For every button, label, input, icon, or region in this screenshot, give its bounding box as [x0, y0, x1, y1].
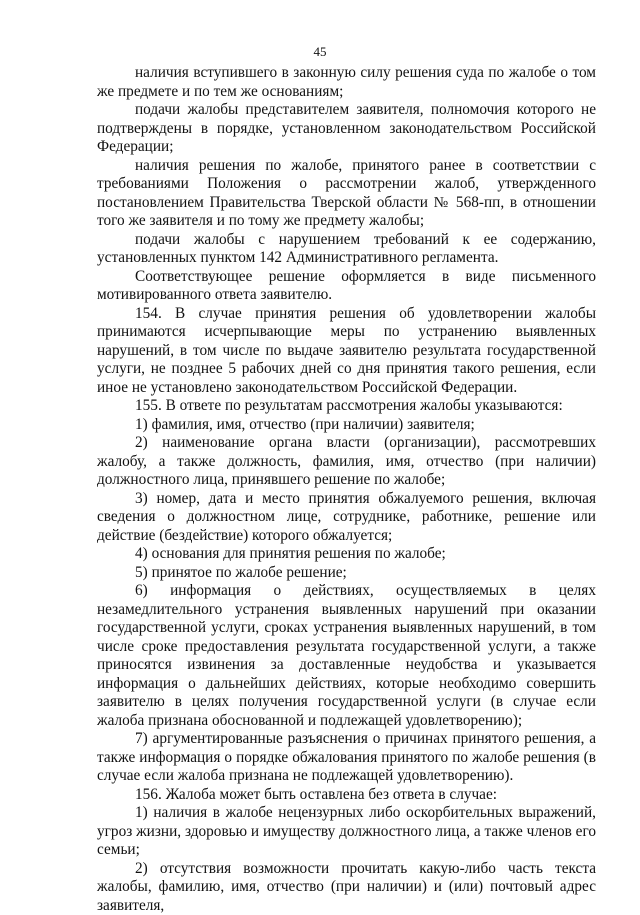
paragraph-court-decision: наличия вступившего в законную силу решения суда по жалобе о том же предмете и по тем же основаниям; — [97, 64, 596, 101]
paragraph-representative-authority: подачи жалобы представителем заявителя, полномочия которого не подтверждены в порядке, установленном законодательством Российской Федерации; — [97, 101, 596, 157]
paragraph-item-155: 155. В ответе по результатам рассмотрения жалобы указываются: — [97, 397, 596, 416]
paragraph-item-156: 156. Жалоба может быть оставлена без ответа в случае: — [97, 786, 596, 805]
list-item-155-5: 5) принятое по жалобе решение; — [97, 564, 596, 583]
list-item-155-4: 4) основания для принятия решения по жалобе; — [97, 545, 596, 564]
page-number: 45 — [0, 44, 640, 60]
paragraph-written-response: Соответствующее решение оформляется в виде письменного мотивированного ответа заявителю. — [97, 268, 596, 305]
list-item-155-3: 3) номер, дата и место принятия обжалуемого решения, включая сведения о должностном лице, сотруднике, работнике, решение или действие (бездействие) которого обжалуется; — [97, 490, 596, 546]
list-item-155-2: 2) наименование органа власти (организации), рассмотревших жалобу, а также должность, фамилия, имя, отчество (при наличии) должностного лица, принявшего решение по жалобе; — [97, 434, 596, 490]
paragraph-prior-decision: наличия решения по жалобе, принятого ранее в соответствии с требованиями Положения о рассмотрении жалоб, утвержденного постановлением Правительства Тверской области № 568-пп, в отношении того же заявителя и по тому же предмету жалобы; — [97, 157, 596, 231]
paragraph-content-requirements: подачи жалобы с нарушением требований к ее содержанию, установленных пунктом 142 Административного регламента. — [97, 231, 596, 268]
document-body — [97, 64, 596, 915]
list-item-156-2: 2) отсутствия возможности прочитать какую-либо часть текста жалобы, фамилию, имя, отчество (при наличии) и (или) почтовый адрес заявителя, — [97, 860, 596, 915]
paragraph-item-154: 154. В случае принятия решения об удовлетворении жалобы принимаются исчерпывающие меры по устранению выявленных нарушений, в том числе по выдаче заявителю результата государственной услуги, не позднее 5 рабочих дней со дня принятия такого решения, если иное не установлено законодательством Российской Федерации. — [97, 305, 596, 398]
list-item-156-1: 1) наличия в жалобе нецензурных либо оскорбительных выражений, угроз жизни, здоровью и имуществу должностного лица, а также членов его семьи; — [97, 804, 596, 860]
list-item-155-7: 7) аргументированные разъяснения о причинах принятого решения, а также информация о порядке обжалования принятого по жалобе решения (в случае если жалоба признана не подлежащей удовлетворению). — [97, 730, 596, 786]
list-item-155-6: 6) информация о действиях, осуществляемых в целях незамедлительного устранения выявленных нарушений при оказании государственной услуги, сроках устранения выявленных нарушений, в том числе сроке предоставления результата государственной услуги, а также приносятся извинения за доставленные неудобства и указывается информация о дальнейших действиях, которые необходимо совершить заявителю в целях получения государственной услуги (в случае если жалоба признана обоснованной и подлежащей удовлетворению); — [97, 582, 596, 730]
list-item-155-1: 1) фамилия, имя, отчество (при наличии) заявителя; — [97, 416, 596, 435]
